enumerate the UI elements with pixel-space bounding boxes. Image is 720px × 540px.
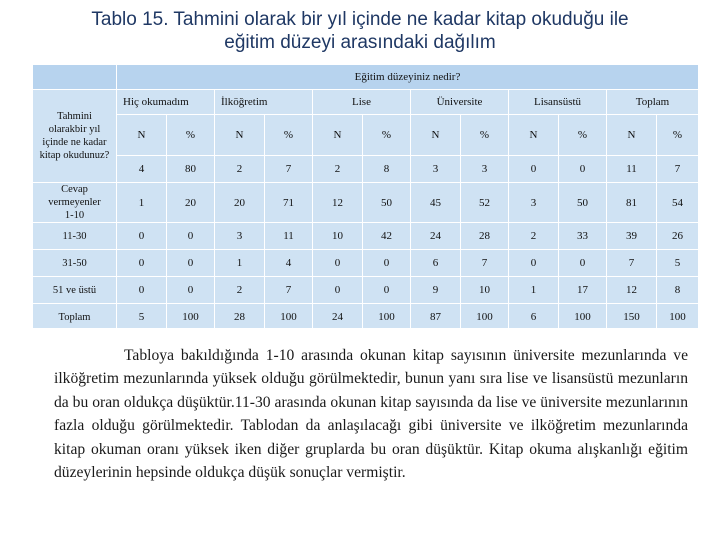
- cevap-row: [33, 156, 699, 183]
- subheader-cell: %: [363, 115, 411, 156]
- row-label: Toplam: [33, 304, 117, 329]
- table-cell: 0: [313, 277, 363, 304]
- total-row: [33, 304, 699, 329]
- corner-cell: [33, 65, 117, 90]
- row-label-text: 1-10: [64, 210, 85, 221]
- table-cell: 6: [411, 250, 461, 277]
- group-header: Hiç okumadım: [117, 90, 215, 115]
- table-cell: 7: [657, 156, 699, 183]
- table-cell: 26: [657, 223, 699, 250]
- subheader-cell: N: [509, 115, 559, 156]
- subheader-cell: %: [559, 115, 607, 156]
- subheader-cell: N: [607, 115, 657, 156]
- row-label: 31-50: [33, 250, 117, 277]
- table-cell: 24: [313, 304, 363, 329]
- table-cell: 7: [607, 250, 657, 277]
- row-label: [33, 183, 117, 223]
- table-cell: 0: [313, 250, 363, 277]
- table-cell: 1: [215, 250, 265, 277]
- group-header: Lisansüstü: [509, 90, 607, 115]
- group-header-row: [33, 90, 699, 115]
- title-line-1: Tablo 15. Tahmini olarak bir yıl içinde ne kadar kitap okuduğu ile: [91, 9, 629, 30]
- table-cell: 0: [167, 223, 215, 250]
- table-cell: 3: [461, 156, 509, 183]
- table-cell: 5: [117, 304, 167, 329]
- table-cell: 1: [117, 183, 167, 223]
- subheader-row: [33, 115, 699, 156]
- table-cell: 10: [313, 223, 363, 250]
- table-cell: 0: [363, 250, 411, 277]
- table-row: [33, 277, 699, 304]
- table-cell: 2: [313, 156, 363, 183]
- table-cell: 7: [461, 250, 509, 277]
- subheader-cell: N: [313, 115, 363, 156]
- table-cell: 0: [167, 277, 215, 304]
- subheader-cell: %: [265, 115, 313, 156]
- subheader-cell: N: [215, 115, 265, 156]
- table-cell: 5: [657, 250, 699, 277]
- subheader-cell: %: [461, 115, 509, 156]
- table-cell: 1: [509, 277, 559, 304]
- table-cell: 3: [215, 223, 265, 250]
- table-cell: 8: [363, 156, 411, 183]
- slide-title: [0, 8, 720, 54]
- table-cell: 28: [461, 223, 509, 250]
- table-cell: 24: [411, 223, 461, 250]
- table-cell: 0: [117, 277, 167, 304]
- row-label: 51 ve üstü: [33, 277, 117, 304]
- table-cell: 3: [509, 183, 559, 223]
- table-cell: 2: [215, 277, 265, 304]
- group-header: Lise: [313, 90, 411, 115]
- table-cell: 0: [117, 223, 167, 250]
- table-cell: 2: [509, 223, 559, 250]
- table-cell: 50: [559, 183, 607, 223]
- table-cell: 0: [559, 250, 607, 277]
- table-cell: 20: [215, 183, 265, 223]
- table-cell: 4: [265, 250, 313, 277]
- table-row: [33, 183, 699, 223]
- table-cell: 2: [215, 156, 265, 183]
- table-cell: 80: [167, 156, 215, 183]
- table-cell: 3: [411, 156, 461, 183]
- table-cell: 71: [265, 183, 313, 223]
- table-cell: 7: [265, 277, 313, 304]
- table-row: [33, 250, 699, 277]
- table-cell: 0: [509, 156, 559, 183]
- table-row: [33, 223, 699, 250]
- table-cell: 150: [607, 304, 657, 329]
- table-cell: 100: [363, 304, 411, 329]
- distribution-table: [32, 64, 698, 328]
- row-label: 11-30: [33, 223, 117, 250]
- table-cell: 50: [363, 183, 411, 223]
- analysis-paragraph: Tabloya bakıldığında 1-10 arasında okunan kitap sayısının üniversite mezunlarında ve ilköğretim mezunlarında yüksek olduğu görülmektedir, bunun yanı sıra lise ve lisansüstü mezunların da bu oran oldukça düşüktür.11-30 arasında okunan kitap sayısında da lise ve üniversite mezunlarının fazla olduğu görülmektedir. Tablodan da anlaşılacağı gibi üniversite ve ilköğretim mezunlarında kitap okuman oranı yüksek iken diğer gruplarda bu oran düşüktür. Kitap okuma alışkanlığı eğitim düzeylerinin hepsinde oldukça düşük sonuçlar vermiştir.: [54, 347, 688, 482]
- title-line-2: eğitim düzeyi arasındaki dağılım: [224, 32, 496, 53]
- table-cell: 54: [657, 183, 699, 223]
- table-cell: 17: [559, 277, 607, 304]
- table-cell: 100: [265, 304, 313, 329]
- table-cell: 39: [607, 223, 657, 250]
- table-cell: 11: [265, 223, 313, 250]
- subheader-cell: %: [167, 115, 215, 156]
- group-header: İlköğretim: [215, 90, 313, 115]
- subheader-cell: N: [117, 115, 167, 156]
- table-cell: 9: [411, 277, 461, 304]
- row-header-question: Tahmini olarakbir yıl içinde ne kadar kitap okudunuz?: [33, 90, 117, 183]
- table-cell: 12: [607, 277, 657, 304]
- table-cell: 81: [607, 183, 657, 223]
- cevap-label: Cevap vermeyenler: [48, 184, 101, 208]
- table-cell: 0: [117, 250, 167, 277]
- group-header: Üniversite: [411, 90, 509, 115]
- table-cell: 42: [363, 223, 411, 250]
- subheader-cell: N: [411, 115, 461, 156]
- group-header: Toplam: [607, 90, 699, 115]
- table-cell: 0: [167, 250, 215, 277]
- table-cell: 100: [461, 304, 509, 329]
- table-cell: 100: [167, 304, 215, 329]
- table-cell: 0: [559, 156, 607, 183]
- table-cell: 100: [559, 304, 607, 329]
- table-cell: 52: [461, 183, 509, 223]
- table-cell: 28: [215, 304, 265, 329]
- header-question: Eğitim düzeyiniz nedir?: [117, 65, 699, 90]
- table-cell: 6: [509, 304, 559, 329]
- table-cell: 0: [509, 250, 559, 277]
- table-cell: 45: [411, 183, 461, 223]
- subheader-cell: %: [657, 115, 699, 156]
- table-cell: 100: [657, 304, 699, 329]
- table-cell: 33: [559, 223, 607, 250]
- table-cell: 8: [657, 277, 699, 304]
- table-cell: 20: [167, 183, 215, 223]
- table-cell: 10: [461, 277, 509, 304]
- distribution-table-container: [32, 64, 698, 328]
- table-cell: 87: [411, 304, 461, 329]
- table-cell: 11: [607, 156, 657, 183]
- table-cell: 0: [363, 277, 411, 304]
- table-cell: 4: [117, 156, 167, 183]
- table-cell: 7: [265, 156, 313, 183]
- table-cell: 12: [313, 183, 363, 223]
- table-header-row: [33, 65, 699, 90]
